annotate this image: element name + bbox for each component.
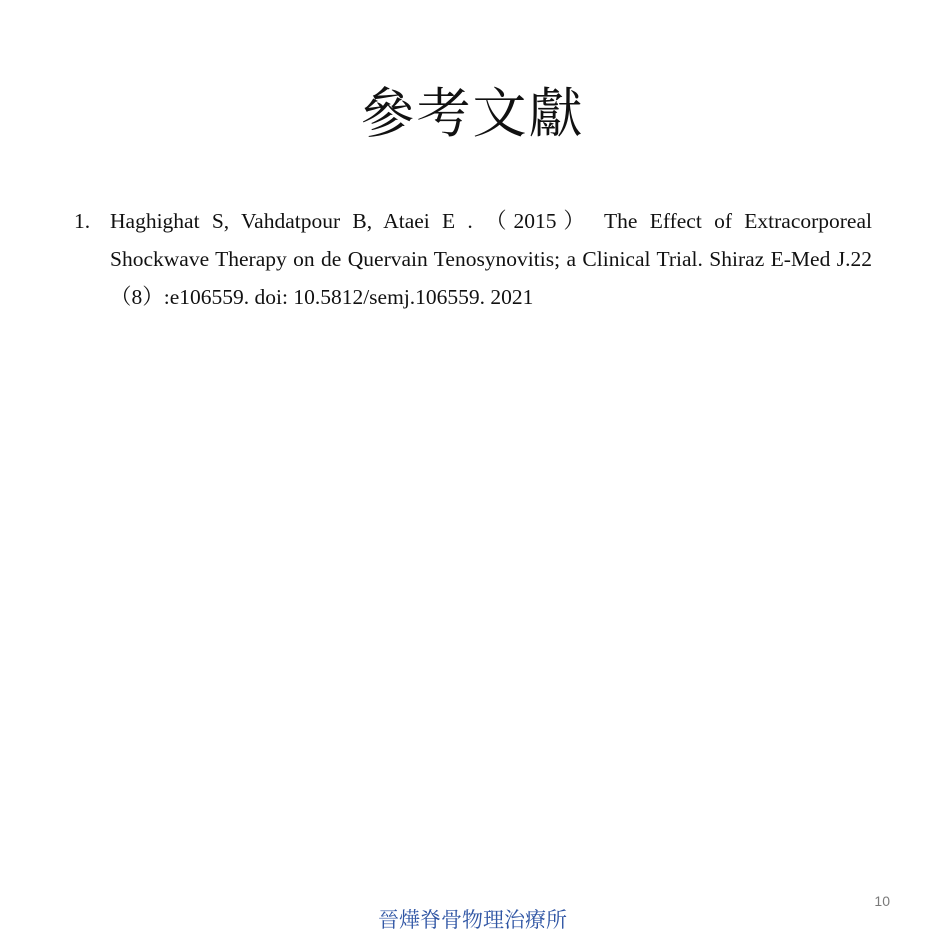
reference-list xyxy=(72,202,872,316)
slide-title: 參考文獻 xyxy=(360,82,585,145)
footer-organization: 晉燁脊骨物理治療所 xyxy=(378,908,567,932)
page-number: 10 xyxy=(874,893,890,909)
reference-text: Haghighat S, Vahdatpour B, Ataei E . （2015） The Effect of Extracorporeal Shockwave Therapy on de Quervain Tenosynovitis; a Clinical Trial. Shiraz E-Med J.22（8）:e106559. doi: 10.5812/semj.106559. 2021 xyxy=(110,209,872,309)
reference-item xyxy=(72,202,872,316)
reference-number: 1. xyxy=(74,209,91,233)
